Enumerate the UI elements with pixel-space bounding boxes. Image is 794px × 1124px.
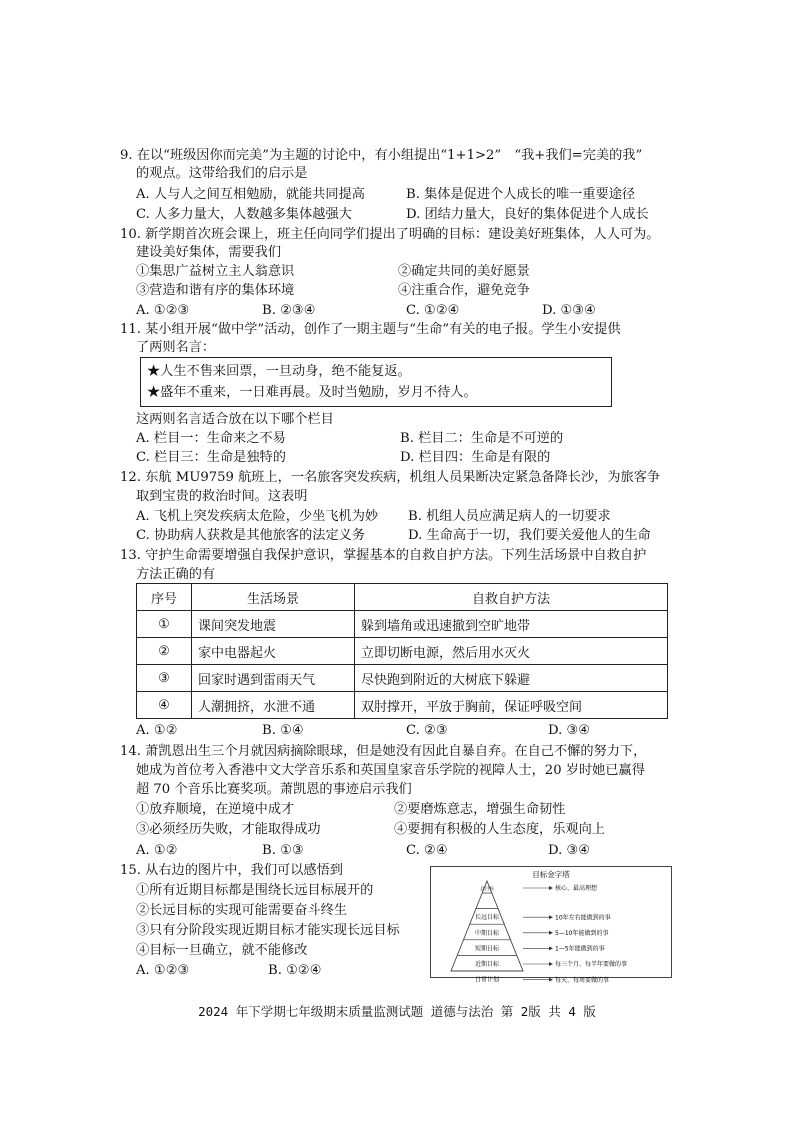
q12-stem-line1: 12. 东航 MU9759 航班上，一名旅客突发疾病，机组人员果断决定紧急备降长沙，为旅客争 [120, 470, 661, 485]
pyramid-level-note: 每三个月、每半年要做的事 [555, 961, 628, 969]
table-cell: 立即切断电源，然后用水灭火 [355, 638, 668, 665]
q11-option-d: D. 栏目四：生命是有限的 [400, 450, 551, 465]
q9-stem-line2: 的观点。这带给我们的启示是 [136, 166, 308, 181]
pyramid-level-label: 中期目标 [474, 929, 500, 937]
q14-option-c: C. ②④ [406, 843, 448, 858]
q9-option-c: C. 人多力量大，人数越多集体越强大 [136, 207, 352, 222]
q11-option-c: C. 栏目三：生命是独特的 [136, 450, 286, 465]
q13-option-b: B. ①④ [262, 723, 304, 738]
q11-stem-line3: 这两则名言适合放在以下哪个栏目 [136, 412, 334, 427]
pyramid-arrowhead [549, 931, 553, 935]
table-cell: ④ [137, 692, 192, 719]
pyramid-level-note: 10年左右能做到的事 [555, 914, 611, 922]
q9-option-d: D. 团结力量大，良好的集体促进个人成长 [406, 207, 649, 222]
q11-quote-box [140, 357, 612, 407]
pyramid-level-label: 长远目标 [474, 914, 500, 922]
pyramid-arrowhead [549, 978, 553, 982]
q13-stem-line1: 13. 守护生命需要增强自我保护意识，掌握基本的自救自护方法。下列生活场景中自救自护 [120, 548, 647, 563]
table-cell: 躲到墙角或迅速撤到空旷地带 [355, 611, 668, 638]
table-cell: ② [137, 638, 192, 665]
pyramid-arrowhead [549, 962, 553, 966]
pyramid-level-note: 1—5年能做到的事 [555, 945, 605, 953]
q15-statement-1: ①所有近期目标都是围绕长远目标展开的 [136, 883, 374, 898]
q11-option-a: A. 栏目一：生命来之不易 [136, 431, 286, 446]
q12-option-c: C. 协助病人获救是其他旅客的法定义务 [136, 528, 366, 543]
pyramid-level-label: 日常计划 [474, 976, 500, 984]
q12-option-d: D. 生命高于一切，我们要关爱他人的生命 [408, 528, 651, 543]
table-cell: 课间突发地震 [192, 611, 355, 638]
table-row [137, 665, 668, 692]
pyramid-arrowhead [549, 886, 553, 890]
pyramid-level-note: 5—10年能做到的事 [555, 930, 609, 937]
table-header-cell: 生活场景 [192, 584, 355, 611]
q15-statement-2: ②长远目标的实现可能需要奋斗终生 [136, 903, 347, 918]
table-row [137, 611, 668, 638]
q14-option-a: A. ①② [136, 843, 178, 858]
q15-option-a: A. ①②③ [136, 963, 190, 978]
q15-statement-3: ③只有分阶段实现近期目标才能实现长远目标 [136, 923, 400, 938]
q11-quote-2: ★盛年不重来，一日难再晨。及时当勉励，岁月不待人。 [147, 385, 477, 400]
pyramid-level-note: 每天、每周要做的事 [555, 976, 610, 984]
q14-statement-4: ④要拥有积极的人生态度，乐观向上 [394, 822, 605, 837]
q10-stem-line2: 建设美好集体，需要我们 [136, 245, 282, 260]
q14-option-b: B. ①③ [262, 843, 304, 858]
q11-stem-line2: 了两则名言： [136, 340, 216, 355]
q9-option-b: B. 集体是促进个人成长的唯一重要途径 [406, 187, 636, 202]
q12-stem-line2: 取到宝贵的救治时间。这表明 [136, 489, 308, 504]
q14-stem-line2: 她成为首位考入香港中文大学音乐系和英国皇家音乐学院的视障人士，20 岁时她已赢得 [136, 763, 645, 778]
q14-statement-1: ①放弃顺境，在逆境中成才 [136, 802, 295, 817]
pyramid-level-label: 总目标 [480, 887, 494, 892]
pyramid-level-label: 短期目标 [474, 945, 500, 953]
pyramid-level-label: 近期目标 [474, 961, 500, 968]
page-footer: 2024 年下学期七年级期末质量监测试题 道德与法治 第 2版 共 4 版 [198, 1004, 596, 1019]
q14-stem-line3: 超 70 个音乐比赛奖项。萧凯恩的事迹启示我们 [136, 782, 412, 797]
goal-pyramid-figure [430, 866, 672, 984]
table-cell: 尽快跑到附近的大树底下躲避 [355, 665, 668, 692]
q10-statement-3: ③营造和谐有序的集体环境 [136, 283, 295, 298]
q13-option-d: D. ③④ [548, 723, 591, 738]
table-cell: 家中电器起火 [192, 638, 355, 665]
table-cell: 回家时遇到雷雨天气 [192, 665, 355, 692]
q13-table [136, 583, 668, 719]
q15-statement-4: ④目标一旦确立，就不能修改 [136, 943, 308, 958]
pyramid-arrowhead [549, 915, 553, 919]
q10-option-d: D. ①③④ [542, 303, 596, 318]
q13-option-c: C. ②③ [406, 723, 448, 738]
q14-statement-3: ③必须经历失败，才能取得成功 [136, 822, 321, 837]
pyramid-arrowhead [549, 946, 553, 950]
table-row [137, 692, 668, 719]
pyramid-title: 目标金字塔 [532, 870, 570, 879]
pyramid-outline [451, 881, 523, 971]
q11-option-b: B. 栏目二：生命是不可逆的 [400, 431, 564, 446]
q10-option-b: B. ②③④ [262, 303, 316, 318]
table-header-row [137, 584, 668, 611]
q14-option-d: D. ③④ [548, 843, 591, 858]
q10-statement-2: ②确定共同的美好愿景 [398, 264, 530, 279]
q10-statement-1: ①集思广益树立主人翁意识 [136, 264, 295, 279]
q10-statement-4: ④注重合作，避免竞争 [398, 283, 530, 298]
table-cell: ① [137, 611, 192, 638]
q10-option-a: A. ①②③ [136, 303, 190, 318]
q14-stem-line1: 14. 萧凯恩出生三个月就因病摘除眼球，但是她没有因此自暴自弃。在自己不懈的努力下， [120, 744, 647, 759]
table-cell: 双肘撑开，平放于胸前，保证呼吸空间 [355, 692, 668, 719]
table-row [137, 638, 668, 665]
q11-stem-line1: 11. 某小组开展“做中学”活动，创作了一期主题与“生命”有关的电子报。学生小安提供 [120, 322, 621, 337]
table-cell: 人潮拥挤，水泄不通 [192, 692, 355, 719]
q10-stem-line1: 10. 新学期首次班会课上，班主任向同学们提出了明确的目标：建设美好班集体，人人可为。 [120, 227, 660, 242]
q10-option-c: C. ①②④ [406, 303, 460, 318]
q12-option-a: A. 飞机上突发疾病太危险，少坐飞机为妙 [136, 509, 379, 524]
q9-stem-line1: 9. 在以“班级因你而完美”为主题的讨论中，有小组提出“1+1>2” “我+我们=完美的我” [120, 148, 643, 163]
goal-pyramid-svg [431, 867, 671, 984]
table-header-cell: 序号 [137, 584, 192, 611]
q11-quote-1: ★人生不售来回票，一旦动身，绝不能复返。 [147, 364, 411, 379]
q9-option-a: A. 人与人之间互相勉励，就能共同提高 [136, 187, 365, 202]
table-header-cell: 自救自护方法 [355, 584, 668, 611]
q15-option-b: B. ①②④ [268, 963, 322, 978]
pyramid-level-note: 核心、最高理想 [555, 885, 598, 893]
q13-stem-line2: 方法正确的有 [136, 567, 216, 582]
q15-stem: 15. 从右边的图片中，我们可以感悟到 [120, 863, 343, 878]
q12-option-b: B. 机组人员应满足病人的一切要求 [408, 509, 611, 524]
table-cell: ③ [137, 665, 192, 692]
q13-option-a: A. ①② [136, 723, 178, 738]
q14-statement-2: ②要磨炼意志，增强生命韧性 [394, 802, 566, 817]
